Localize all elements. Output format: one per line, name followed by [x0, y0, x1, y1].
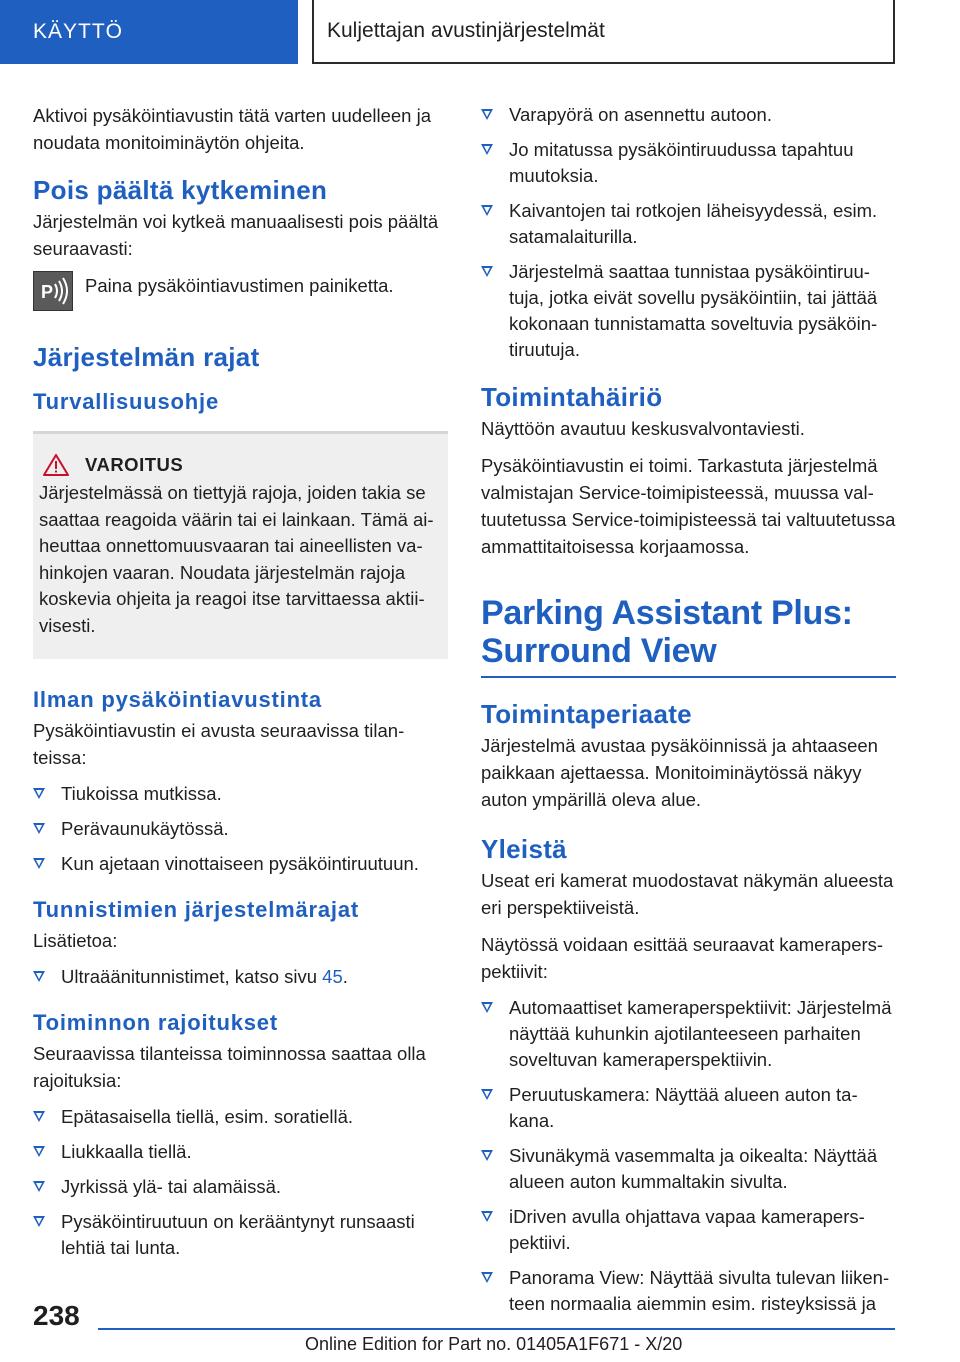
list-item: Automaattiset kameraperspektiivit: Järjestelmä näyttää kuhunkin ajotilanteeseen parhaiten soveltuvan kameraperspektiivin. [481, 995, 896, 1073]
list-item: Ultraäänitunnistimet, katso sivu 45. [33, 964, 448, 990]
off-text: Järjestelmän voi kytkeä manuaalisesti pois päältä seuraavasti: [33, 211, 439, 259]
list-item: Kun ajetaan vinottaiseen pysäköintiruutuun. [33, 851, 448, 877]
continued-list [481, 102, 896, 363]
warning-triangle-icon [43, 454, 69, 476]
without-list [33, 781, 448, 877]
edition-text: Online Edition for Part no. 01405A1F671 - X/20 [305, 1334, 683, 1354]
without-heading: Ilman pysäköintiavustinta [33, 687, 322, 712]
list-item: Tiukoissa mutkissa. [33, 781, 448, 807]
warning-header [39, 454, 436, 476]
left-column [33, 102, 448, 1270]
off-instruction: Paina pysäköintiavustimen painiketta. [85, 275, 394, 296]
limits-heading: Järjestelmän rajat [33, 342, 260, 372]
list-item: Sivunäkymä vasemmalta ja oikealta: Näyttää alueen auton kummaltakin sivulta. [481, 1143, 896, 1195]
general-text-1: Useat eri kamerat muodostavat näkymän alueesta eri perspektiiveistä. [481, 870, 894, 918]
list-item: Varapyörä on asennettu autoon. [481, 102, 896, 128]
section-tab: KÄYTTÖ [0, 0, 298, 64]
chapter-title: Kuljettajan avustinjärjestelmät [312, 0, 895, 64]
off-heading: Pois päältä kytkeminen [33, 175, 328, 205]
warning-box [33, 431, 448, 659]
parking-assist-button-icon [33, 271, 73, 311]
list-item: Panorama View: Näyttää sivulta tulevan liikenteen normaalia aiemmin esim. risteyksissä ja [481, 1265, 896, 1317]
function-limits-heading: Toiminnon rajoitukset [33, 1010, 278, 1035]
list-item: Liukkaalla tiellä. [33, 1139, 448, 1165]
footer-divider [98, 1328, 895, 1330]
function-limits-list [33, 1104, 448, 1261]
principle-text: Järjestelmä avustaa pysäköinnissä ja ahtaaseen paikkaan ajettaessa. Monitoiminäytössä näkyy auton ympärillä oleva alue. [481, 735, 878, 810]
page-link[interactable]: 45 [322, 966, 343, 987]
list-item: Järjestelmä saattaa tunnistaa pysäköintiruutuja, jotka eivät sovellu pysäköintiin, tai jättää kokonaan tunnistamatta soveltuvia pysäköintiruutuja. [481, 259, 896, 363]
warning-title: VAROITUS [85, 454, 184, 475]
list-item: Peruutuskamera: Näyttää alueen auton takana. [481, 1082, 896, 1134]
malfunction-text-2: Pysäköintiavustin ei toimi. Tarkastuta järjestelmä valmistajan Service-toimipisteessä, muussa valtuutetussa Service-toimipisteessä tai valtuutetussa ammattitaitoisessa korjaamossa. [481, 455, 896, 557]
intro-paragraph: Aktivoi pysäköintiavustin tätä varten uudelleen ja noudata monitoiminäytön ohjeita. [33, 105, 431, 153]
sensor-heading: Tunnistimien järjestelmärajat [33, 897, 360, 922]
list-item: Jo mitatussa pysäköintiruudussa tapahtuu muutoksia. [481, 137, 896, 189]
general-text-2: Näytössä voidaan esittää seuraavat kameraperspektiivit: [481, 934, 884, 982]
page-number: 238 [33, 1300, 80, 1331]
list-item: Perävaunukäytössä. [33, 816, 448, 842]
list-item: Kaivantojen tai rotkojen läheisyydessä, esim. satamalaiturilla. [481, 198, 896, 250]
heading-divider [481, 676, 896, 678]
sensor-text: Lisätietoa: [33, 930, 118, 951]
malfunction-text-1: Näyttöön avautuu keskusvalvontaviesti. [481, 418, 805, 439]
list-item: Epätasaisella tiellä, esim. soratiellä. [33, 1104, 448, 1130]
warning-text: Järjestelmässä on tiettyjä rajoja, joiden takia se saattaa reagoida väärin tai ei lainkaan. Tämä aiheuttaa onnettomuusvaaran tai aineellisten vahinkojen vaaran. Noudata järjestelmän rajoja koskevia ohjeita ja reagoi itse tarvittaessa aktiivisesti. [39, 482, 434, 636]
svg-text:P: P [41, 282, 54, 302]
list-item: Pysäköintiruutuun on kerääntynyt runsaasti lehtiä tai lunta. [33, 1209, 448, 1261]
list-item: iDriven avulla ohjattava vapaa kameraperspektiivi. [481, 1204, 896, 1256]
malfunction-heading: Toimintahäiriö [481, 382, 663, 412]
without-text: Pysäköintiavustin ei avusta seuraavissa tilanteissa: [33, 720, 405, 768]
main-heading: Parking Assistant Plus: Surround View [481, 594, 853, 670]
sensor-list [33, 964, 448, 990]
camera-perspective-list [481, 995, 896, 1317]
function-limits-text: Seuraavissa tilanteissa toiminnossa saattaa olla rajoituksia: [33, 1043, 426, 1091]
safety-heading: Turvallisuusohje [33, 389, 219, 414]
off-instruction-row [33, 272, 448, 311]
right-column [481, 102, 896, 1326]
general-heading: Yleistä [481, 834, 567, 864]
list-item: Jyrkissä ylä- tai alamäissä. [33, 1174, 448, 1200]
principle-heading: Toimintaperiaate [481, 699, 692, 729]
